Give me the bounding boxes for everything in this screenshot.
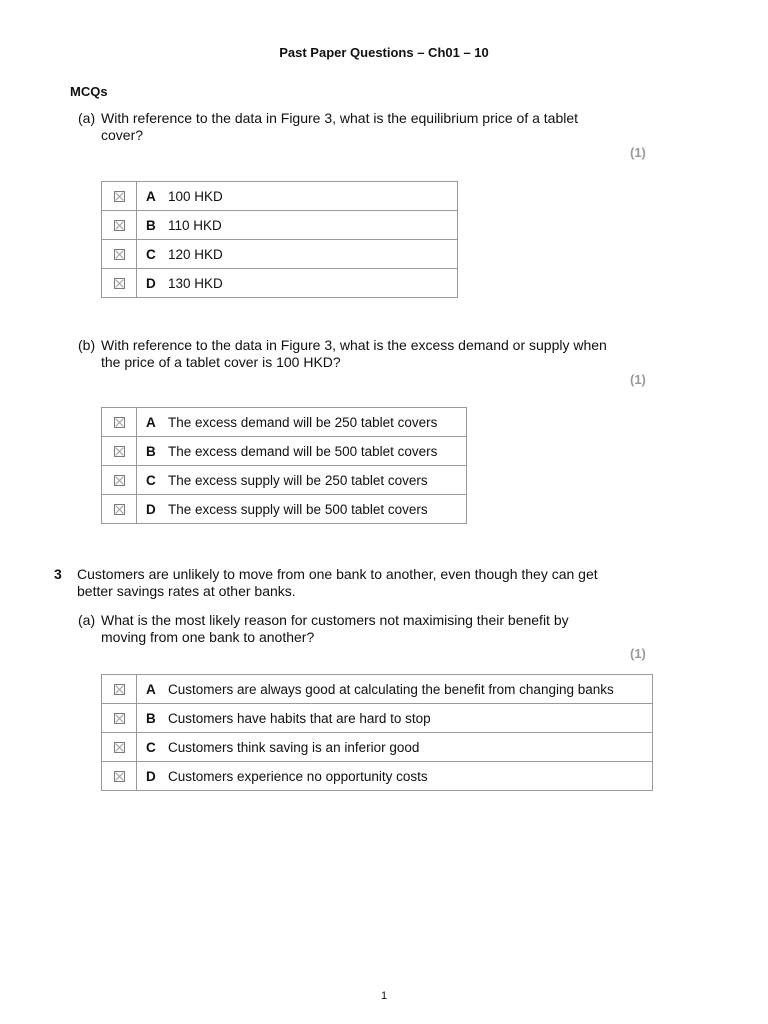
option-text: Customers are always good at calculating the benefit from changing banks [168,681,614,697]
question-b-line-2: the price of a tablet cover is 100 HKD? [101,354,341,370]
option-text: The excess supply will be 250 tablet covers [168,472,428,488]
option-letter: C [146,472,156,488]
option-row[interactable] [102,733,653,762]
option-letter: D [146,768,156,784]
option-letter: B [146,710,156,726]
checkbox-icon[interactable] [114,191,125,202]
checkbox-icon[interactable] [114,417,125,428]
question-3a-label: (a) [78,612,96,628]
page-title: Past Paper Questions – Ch01 – 10 [279,45,489,60]
question-3a-mark: (1) [630,646,646,661]
question-3a-line-2: moving from one bank to another? [101,629,315,645]
option-letter: A [146,681,156,697]
option-text: 130 HKD [168,275,223,291]
option-text: 100 HKD [168,188,223,204]
question-b-label: (b) [78,337,96,353]
checkbox-icon[interactable] [114,278,125,289]
option-letter: B [146,217,156,233]
option-text: 110 HKD [168,217,222,233]
option-letter: C [146,739,156,755]
option-row[interactable] [102,704,653,733]
option-text: The excess demand will be 250 tablet covers [168,414,438,430]
option-row[interactable] [102,437,467,466]
option-letter: D [146,501,156,517]
checkbox-icon[interactable] [114,220,125,231]
question-a-label: (a) [78,110,96,126]
question-a-mark: (1) [630,145,646,160]
question-3-line-2: better savings rates at other banks. [77,583,296,599]
question-3-line-1: Customers are unlikely to move from one bank to another, even though they can get [77,566,598,582]
option-text: The excess demand will be 500 tablet covers [168,443,438,459]
checkbox-icon[interactable] [114,684,125,695]
option-text: The excess supply will be 500 tablet covers [168,501,428,517]
option-text: 120 HKD [168,246,223,262]
option-row[interactable] [102,182,458,211]
option-letter: B [146,443,156,459]
option-letter: A [146,188,156,204]
checkbox-icon[interactable] [114,771,125,782]
checkbox-icon[interactable] [114,504,125,515]
option-row[interactable] [102,240,458,269]
checkbox-icon[interactable] [114,249,125,260]
option-letter: C [146,246,156,262]
section-heading: MCQs [70,84,108,99]
option-row[interactable] [102,675,653,704]
question-3a-options [101,674,653,791]
checkbox-icon[interactable] [114,475,125,486]
question-b-options [101,407,467,524]
option-letter: D [146,275,156,291]
option-text: Customers have habits that are hard to stop [168,710,431,726]
question-a-line-1: With reference to the data in Figure 3, what is the equilibrium price of a tablet [101,110,579,126]
question-a-options [101,181,458,298]
page-number: 1 [380,990,388,1002]
question-b-line-1: With reference to the data in Figure 3, what is the excess demand or supply when [101,337,607,353]
option-letter: A [146,414,156,430]
question-3-number: 3 [54,566,62,582]
option-row[interactable] [102,269,458,298]
checkbox-icon[interactable] [114,713,125,724]
option-row[interactable] [102,466,467,495]
option-row[interactable] [102,211,458,240]
option-text: Customers think saving is an inferior good [168,739,420,755]
option-row[interactable] [102,762,653,791]
option-row[interactable] [102,495,467,524]
option-row[interactable] [102,408,467,437]
question-3a-line-1: What is the most likely reason for customers not maximising their benefit by [101,612,569,628]
question-b-mark: (1) [630,372,646,387]
question-a-line-2: cover? [101,127,144,143]
checkbox-icon[interactable] [114,446,125,457]
option-text: Customers experience no opportunity costs [168,768,428,784]
checkbox-icon[interactable] [114,742,125,753]
